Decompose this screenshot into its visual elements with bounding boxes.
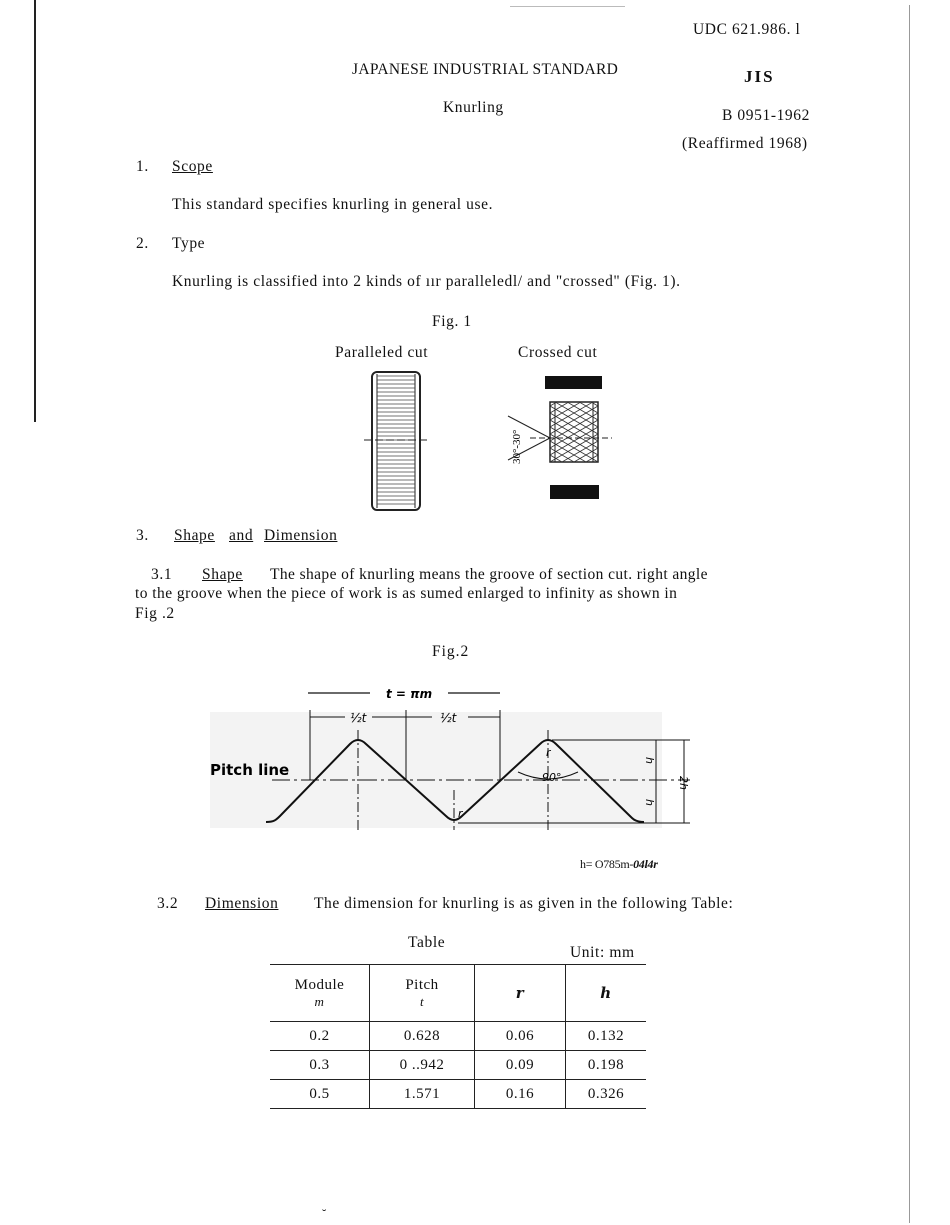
cell-module: 0.2 [270, 1022, 370, 1051]
cell-module: 0.5 [270, 1080, 370, 1109]
section-1-number: 1. [136, 158, 149, 175]
table-caption: Table [408, 934, 446, 951]
table-row [270, 1022, 646, 1051]
section-3-1-title: Shape [202, 566, 243, 583]
section-2-text: Knurling is classified into 2 kinds of ıır paralleledl/ and "crossed" (Fig. 1). [172, 273, 681, 290]
fig2-formula: h= O785m-04l4r [580, 857, 658, 871]
document-subject: Knurling [443, 99, 504, 116]
fig1-knurl-drawing [330, 366, 630, 514]
table-header-row [270, 965, 646, 1022]
fig2-h-lower: h [643, 799, 656, 806]
cell-h: 0.326 [566, 1080, 647, 1109]
standard-number: B 0951-1962 [722, 107, 810, 124]
section-3-2-text: The dimension for knurling is as given in the following Table: [314, 895, 734, 912]
header-cell-r: r [475, 965, 566, 1022]
table-row [270, 1051, 646, 1080]
header-cell-h: h [566, 965, 647, 1022]
fig2-half-t-left: ½t [350, 711, 367, 725]
section-1-title: Scope [172, 158, 213, 175]
section-3-number: 3. [136, 527, 149, 544]
jis-mark: JIS [744, 67, 775, 86]
crossed-cut-wheel [508, 366, 612, 514]
paralleled-cut-wheel [364, 372, 430, 510]
fig2-profile-drawing [200, 680, 700, 840]
fig2-pitch-line-label: Pitch line [210, 761, 290, 779]
header-cell-pitch: Pitch t [370, 965, 475, 1022]
top-rule [510, 6, 625, 7]
section-1-text: This standard specifies knurling in general use. [172, 196, 494, 213]
section-3-title-and: and [229, 527, 254, 544]
section-3-1-line-2: to the groove when the piece of work is as sumed enlarged to infinity as shown in [135, 585, 678, 602]
table-row [270, 1080, 646, 1109]
section-2-number: 2. [136, 235, 149, 252]
fig2-2h: 2h [677, 776, 690, 790]
fig2-r-label-top: r [546, 746, 551, 759]
section-3-2-number: 3.2 [157, 895, 179, 912]
section-3-title-dimension: Dimension [264, 527, 338, 544]
reaffirmed-note: (Reaffirmed 1968) [682, 135, 808, 152]
cell-r: 0.16 [475, 1080, 566, 1109]
left-margin-rule [34, 0, 36, 422]
cell-h: 0.132 [566, 1022, 647, 1051]
cell-h: 0.198 [566, 1051, 647, 1080]
cell-r: 0.06 [475, 1022, 566, 1051]
section-3-1-line-1: The shape of knurling means the groove of section cut. right angle [270, 566, 708, 583]
udc-code: UDC 621.986. l [693, 21, 801, 38]
table-unit: Unit: mm [570, 944, 635, 961]
fig1-right-label: Crossed cut [518, 344, 598, 361]
standard-title: JAPANESE INDUSTRIAL STANDARD [352, 61, 619, 78]
fig2-h-upper: h [643, 757, 656, 764]
cell-module: 0.3 [270, 1051, 370, 1080]
fig2-r-label-bottom: r [458, 807, 463, 820]
section-3-1-number: 3.1 [151, 566, 173, 583]
section-3-title-shape: Shape [174, 527, 215, 544]
section-3-2-title: Dimension [205, 895, 279, 912]
cell-r: 0.09 [475, 1051, 566, 1080]
knurling-dimension-table [270, 964, 646, 1109]
fig1-angle-label: 30°-30° [511, 429, 523, 464]
fig2-pitch-formula: t = πm [386, 687, 433, 701]
section-3-1-line-3: Fig .2 [135, 605, 175, 622]
fig2-caption: Fig.2 [432, 643, 470, 660]
cell-pitch: 0 ..942 [370, 1051, 475, 1080]
section-2-title: Type [172, 235, 206, 252]
fig2-angle-label: 90° [542, 771, 562, 784]
cell-pitch: 0.628 [370, 1022, 475, 1051]
fig1-caption: Fig. 1 [432, 313, 472, 330]
fig2-half-t-right: ½t [440, 711, 457, 725]
right-margin-rule [909, 5, 910, 1223]
footer-mark: ˘ [322, 1206, 327, 1221]
cell-pitch: 1.571 [370, 1080, 475, 1109]
header-cell-module: Module m [270, 965, 370, 1022]
fig1-left-label: Paralleled cut [335, 344, 429, 361]
